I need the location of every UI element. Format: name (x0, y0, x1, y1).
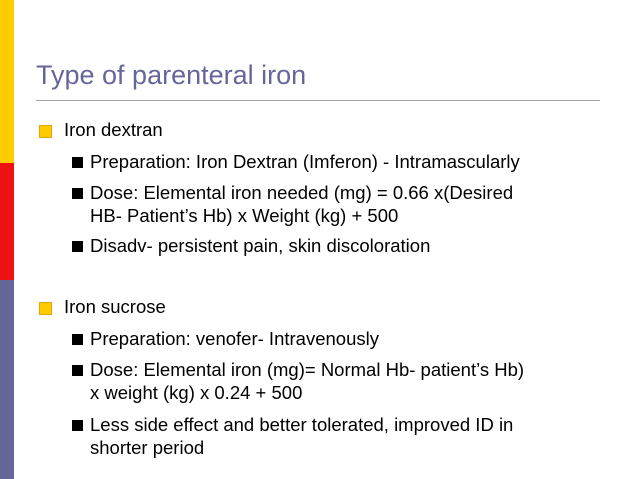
list-item-text: Less side effect and better tolerated, improved ID in (90, 414, 514, 435)
filled-square-bullet-icon (72, 188, 83, 199)
square-bullet-icon (39, 125, 52, 138)
list-item-text: Preparation: venofer- Intravenously (90, 328, 379, 349)
accent-strip-blue (0, 280, 14, 479)
filled-square-bullet-icon (72, 420, 83, 431)
section-heading: Iron sucrose (64, 296, 166, 317)
list-item-text-continued: shorter period (90, 437, 205, 458)
list-item-text-continued: x weight (kg) x 0.24 + 500 (90, 382, 303, 403)
list-item-text: Dose: Elemental iron (mg)= Normal Hb- patient’s Hb) (90, 359, 525, 380)
filled-square-bullet-icon (72, 365, 83, 376)
list-item-text: Preparation: Iron Dextran (Imferon) - Intramascularly (90, 151, 520, 172)
filled-square-bullet-icon (72, 241, 83, 252)
list-item-text-continued: HB- Patient’s Hb) x Weight (kg) + 500 (90, 205, 399, 226)
accent-strip-yellow (0, 0, 14, 163)
square-bullet-icon (39, 302, 52, 315)
section-heading: Iron dextran (64, 119, 163, 140)
filled-square-bullet-icon (72, 334, 83, 345)
list-item-text: Disadv- persistent pain, skin discoloration (90, 235, 431, 256)
accent-strip-red (0, 163, 14, 280)
title-divider (36, 100, 600, 101)
list-item-text: Dose: Elemental iron needed (mg) = 0.66 x(Desired (90, 182, 514, 203)
slide-title: Type of parenteral iron (36, 60, 307, 90)
filled-square-bullet-icon (72, 157, 83, 168)
